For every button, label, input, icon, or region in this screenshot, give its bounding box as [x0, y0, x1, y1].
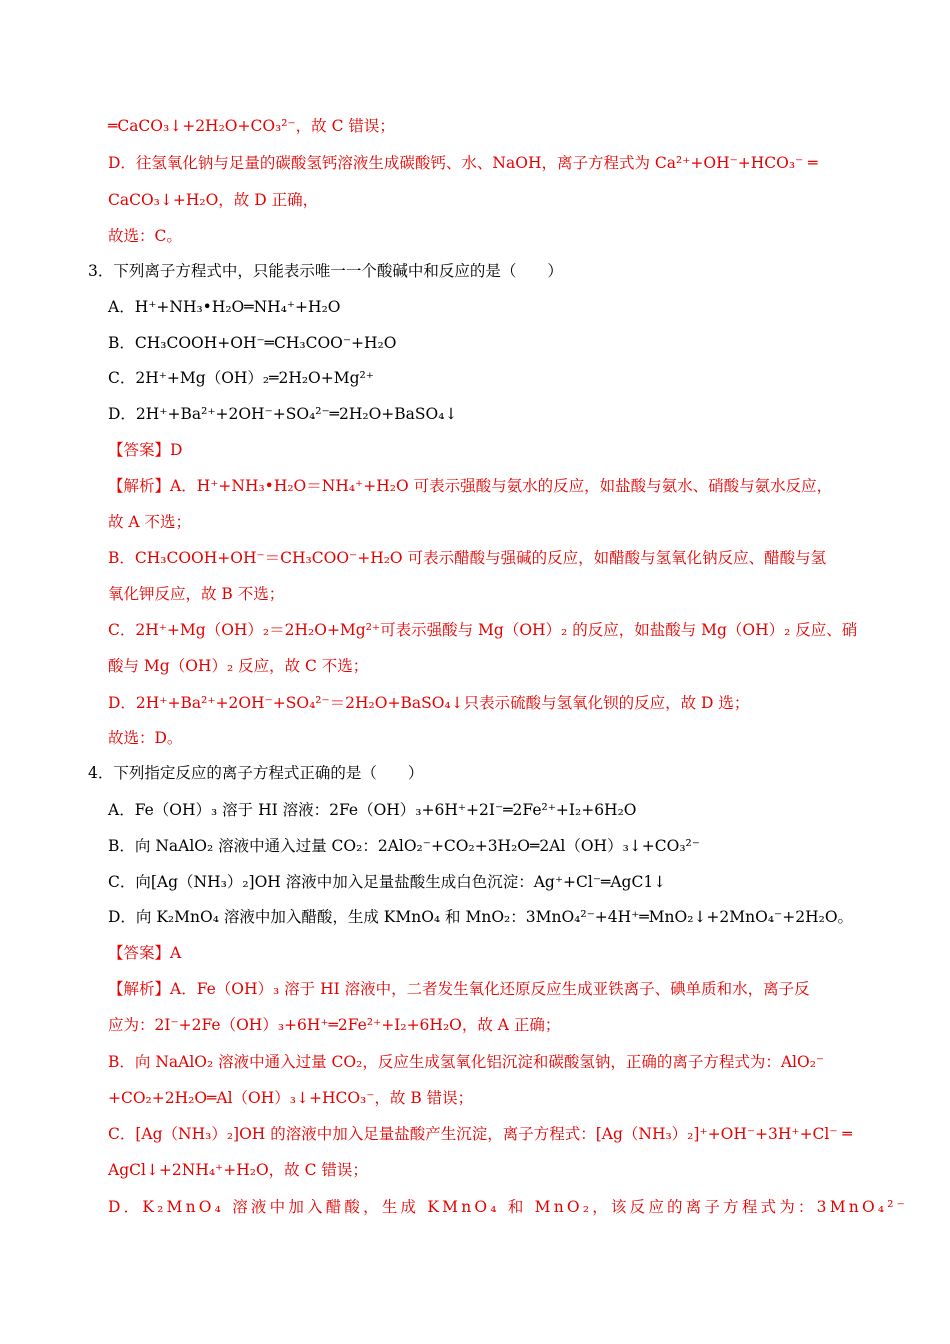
option-b: B．CH₃COOH+OH⁻═CH₃COO⁻+H₂O [108, 334, 397, 352]
analysis-line: 【解析】A．H⁺+NH₃•H₂O＝NH₄⁺+H₂O 可表示强酸与氨水的反应，如盐酸与氨水、硝酸与氨水反应， [108, 477, 833, 495]
text-line: 故选：C。 [108, 227, 182, 245]
question-3-title: 3．下列离子方程式中，只能表示唯一一个酸碱中和反应的是（ ） [88, 262, 563, 280]
analysis-line: 酸与 Mg（OH）₂ 反应，故 C 不选； [108, 657, 369, 675]
answer-label: 【答案】D [108, 441, 183, 459]
analysis-line: 氧化钾反应，故 B 不选； [108, 585, 285, 603]
analysis-line: 故选：D。 [108, 729, 183, 747]
text-line: CaCO₃↓+H₂O，故 D 正确， [108, 191, 319, 209]
option-c: C．向[Ag（NH₃）₂]OH 溶液中加入足量盐酸生成白色沉淀：Ag⁺+Cl⁻═AgC1↓ [108, 873, 667, 891]
text-line: ═CaCO₃↓+2H₂O+CO₃²⁻，故 C 错误； [108, 117, 395, 135]
question-4-title: 4．下列指定反应的离子方程式正确的是（ ） [88, 764, 424, 782]
option-a: A．H⁺+NH₃•H₂O═NH₄⁺+H₂O [108, 298, 341, 316]
analysis-line: +CO₂+2H₂O═Al（OH）₃↓+HCO₃⁻，故 B 错误； [108, 1089, 474, 1107]
analysis-line: D．K₂MnO₄ 溶液中加入醋酸，生成 KMnO₄ 和 MnO₂，该反应的离子方程式为：3MnO₄²⁻ [108, 1198, 909, 1216]
option-a: A．Fe（OH）₃ 溶于 HI 溶液：2Fe（OH）₃+6H⁺+2I⁻═2Fe²⁺+I₂+6H₂O [108, 801, 637, 819]
analysis-line: C．[Ag（NH₃）₂]OH 的溶液中加入足量盐酸产生沉淀，离子方程式：[Ag（NH₃）₂]⁺+OH⁻+3H⁺+Cl⁻ ═ [108, 1125, 852, 1143]
option-c: C．2H⁺+Mg（OH）₂═2H₂O+Mg²⁺ [108, 369, 374, 387]
text-line: D．往氢氧化钠与足量的碳酸氢钙溶液生成碳酸钙、水、NaOH，离子方程式为 Ca²⁺+OH⁻+HCO₃⁻ ═ [108, 154, 818, 172]
analysis-line: C．2H⁺+Mg（OH）₂＝2H₂O+Mg²⁺可表示强酸与 Mg（OH）₂ 的反应，如盐酸与 Mg（OH）₂ 反应、硝 [108, 621, 858, 639]
option-b: B．向 NaAlO₂ 溶液中通入过量 CO₂：2AlO₂⁻+CO₂+3H₂O═2Al（OH）₃↓+CO₃²⁻ [108, 837, 700, 855]
analysis-line: B．向 NaAlO₂ 溶液中通入过量 CO₂，反应生成氢氧化铝沉淀和碳酸氢钠，正确的离子方程式为：AlO₂⁻ [108, 1053, 825, 1071]
option-d: D．2H⁺+Ba²⁺+2OH⁻+SO₄²⁻═2H₂O+BaSO₄↓ [108, 405, 458, 423]
analysis-line: AgCl↓+2NH₄⁺+H₂O，故 C 错误； [108, 1161, 368, 1179]
analysis-line: 应为：2I⁻+2Fe（OH）₃+6H⁺═2Fe²⁺+I₂+6H₂O，故 A 正确； [108, 1016, 561, 1034]
answer-label: 【答案】A [108, 944, 182, 962]
option-d: D．向 K₂MnO₄ 溶液中加入醋酸，生成 KMnO₄ 和 MnO₂：3MnO₄²⁻+4H⁺═MnO₂↓+2MnO₄⁻+2H₂O。 [108, 908, 854, 926]
analysis-line: 【解析】A．Fe（OH）₃ 溶于 HI 溶液中，二者发生氧化还原反应生成亚铁离子、碘单质和水，离子反 [108, 980, 810, 998]
analysis-line: 故 A 不选； [108, 513, 192, 531]
analysis-line: B．CH₃COOH+OH⁻＝CH₃COO⁻+H₂O 可表示醋酸与强碱的反应，如醋酸与氢氧化钠反应、醋酸与氢 [108, 549, 827, 567]
analysis-line: D．2H⁺+Ba²⁺+2OH⁻+SO₄²⁻＝2H₂O+BaSO₄↓只表示硫酸与氢氧化钡的反应，故 D 选； [108, 694, 750, 712]
